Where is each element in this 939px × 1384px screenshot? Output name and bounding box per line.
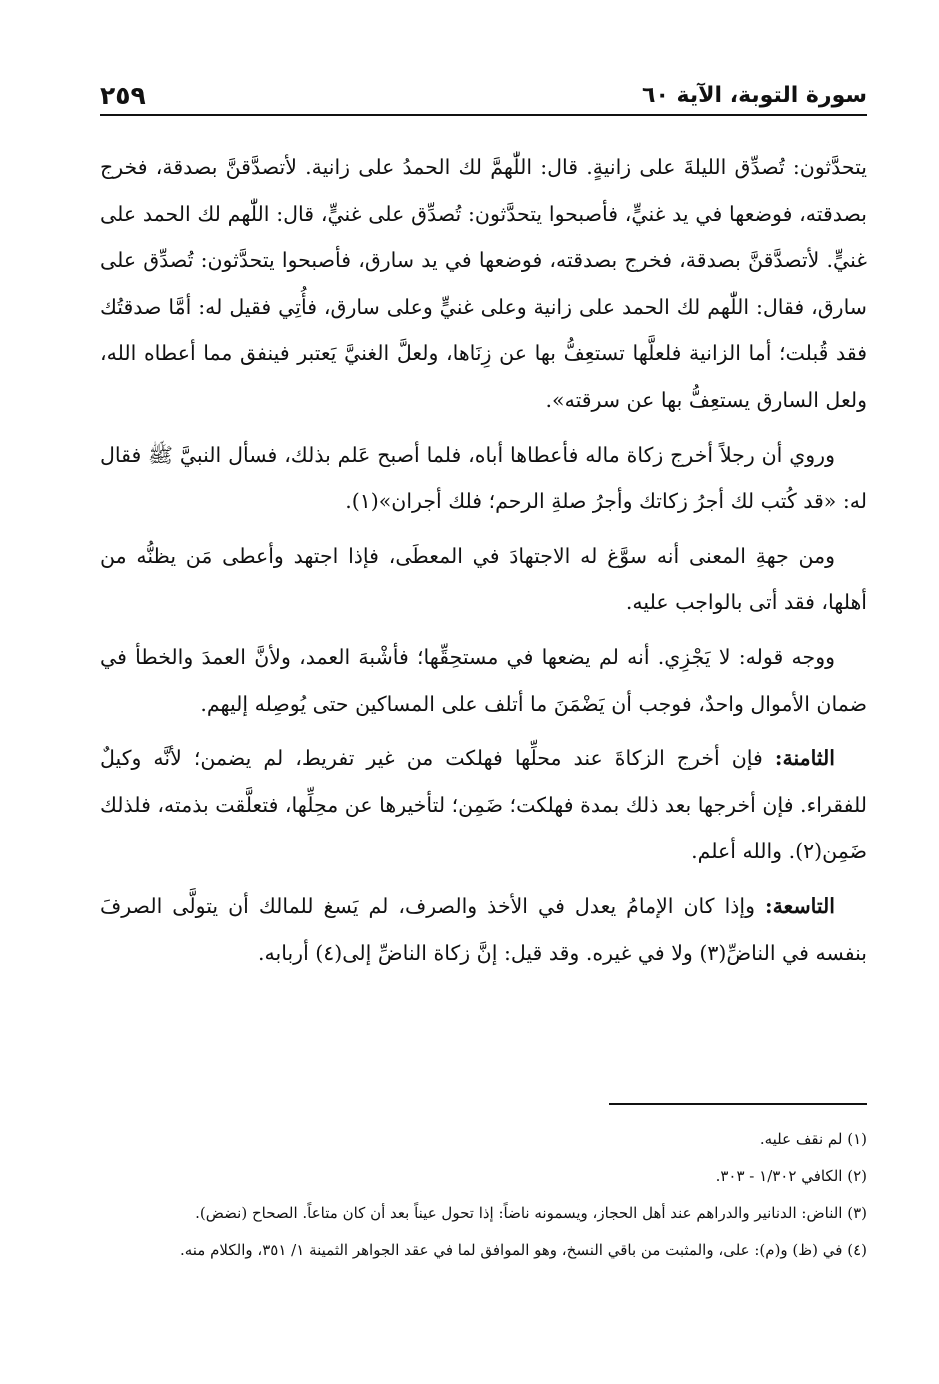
issue-heading-ninth: التاسعة: [765, 893, 835, 918]
paragraph-eighth-issue [100, 735, 867, 875]
paragraph-hadith-continuation: يتحدَّثون: تُصدِّق الليلةَ على زانيةٍ. قال: اللّٰهمَّ لك الحمدُ على زانية. لأتصدَّقنَّ بصدقة، فخرج بصدقته، فوضعها في يد غنيٍّ، فأصبحوا يتحدَّثون: تُصدِّق على غنيٍّ، قال: اللّٰهم لك الحمد على غنيٍّ. لأتصدَّقنَّ بصدقة، فخرج بصدقته، فوضعها في يد سارق، فأصبحوا يتحدَّثون: تُصدِّق على سارق، فقال: اللّٰهم لك الحمد على زانية وعلى غنيٍّ وعلى سارق، فأُتِي فقيل له: أمَّا صدقتُك فقد قُبلت؛ أما الزانية فلعلَّها تستعِفُّ بها عن زِنَاها، ولعلَّ الغنيَّ يَعتبر فينفق مما أعطاه الله، ولعل السارق يستعِفُّ بها عن سرقته». [100, 155, 867, 412]
main-text [100, 144, 867, 984]
page-header [100, 74, 867, 116]
paragraph-reasoning: ووجه قوله: لا يَجْزِي. أنه لم يضعها في مستحِقِّها؛ فأشْبهَ العمد، ولأنَّ العمدَ والخطأ في ضمان الأموال واحدٌ، فوجب أن يَضْمَنَ ما أتلف على المساكين حتى يُوصِله إليهم. [100, 644, 867, 716]
issue-heading-eighth: الثامنة: [774, 746, 835, 771]
footnote-separator [609, 1103, 867, 1105]
paragraph-meaning: ومن جهةِ المعنى أنه سوَّغ له الاجتهادَ في المعطَى، فإذا اجتهد وأعطى مَن يظنُّه من أهلها، فقد أتى بالواجب عليه. [100, 543, 867, 615]
footnote-1: (١) لم نقف عليه. [759, 1130, 867, 1148]
issue-text-ninth: وإذا كان الإمامُ يعدل في الأخذ والصرف، لم يَسغ للمالك أن يتولَّى الصرفَ بنفسه في الناضِّ(٣) ولا في غيره. وقد قيل: إنَّ زكاة الناضِّ إلى(٤) أربابه. [100, 893, 867, 965]
paragraph-narration: وروي أن رجلاً أخرج زكاة ماله فأعطاها أباه، فلما أصبح عَلم بذلك، فسأل النبيَّ ﷺ فقال له: «قد كُتب لك أجرُ زكاتك وأجرُ صلةِ الرحم؛ فلك أجران»(١). [100, 442, 867, 514]
footnotes [100, 1124, 867, 1272]
footnote-3: (٣) الناض: الدنانير والدراهم عند أهل الحجاز، ويسمونه ناضاً: إذا تحول عيناً بعد أن كان متاعاً. الصحاح (نضض). [195, 1204, 867, 1222]
paragraph-ninth-issue [100, 883, 867, 976]
footnote-4: (٤) في (ظ) و(م): على، والمثبت من باقي النسخ، وهو الموافق لما في عقد الجواهر الثمينة ١/ ٣٥١، والكلام منه. [179, 1241, 867, 1259]
footnote-2: (٢) الكافي ١/٣٠٢ - ٣٠٣. [715, 1167, 867, 1185]
issue-text-eighth: فإن أخرج الزكاةَ عند محلِّها فهلكت من غير تفريط، لم يضمن؛ لأنَّه وكيلٌ للفقراء. فإن أخرجها بعد ذلك بمدة فهلكت؛ ضَمِن؛ لتأخيرها عن محِلِّها، فتعلَّقت بذمته، فلذلك ضَمِن(٢). والله أعلم. [100, 746, 867, 864]
running-title: سورة التوبة، الآية ٦٠ [642, 83, 867, 108]
page-number: ٢٥٩ [100, 81, 146, 110]
